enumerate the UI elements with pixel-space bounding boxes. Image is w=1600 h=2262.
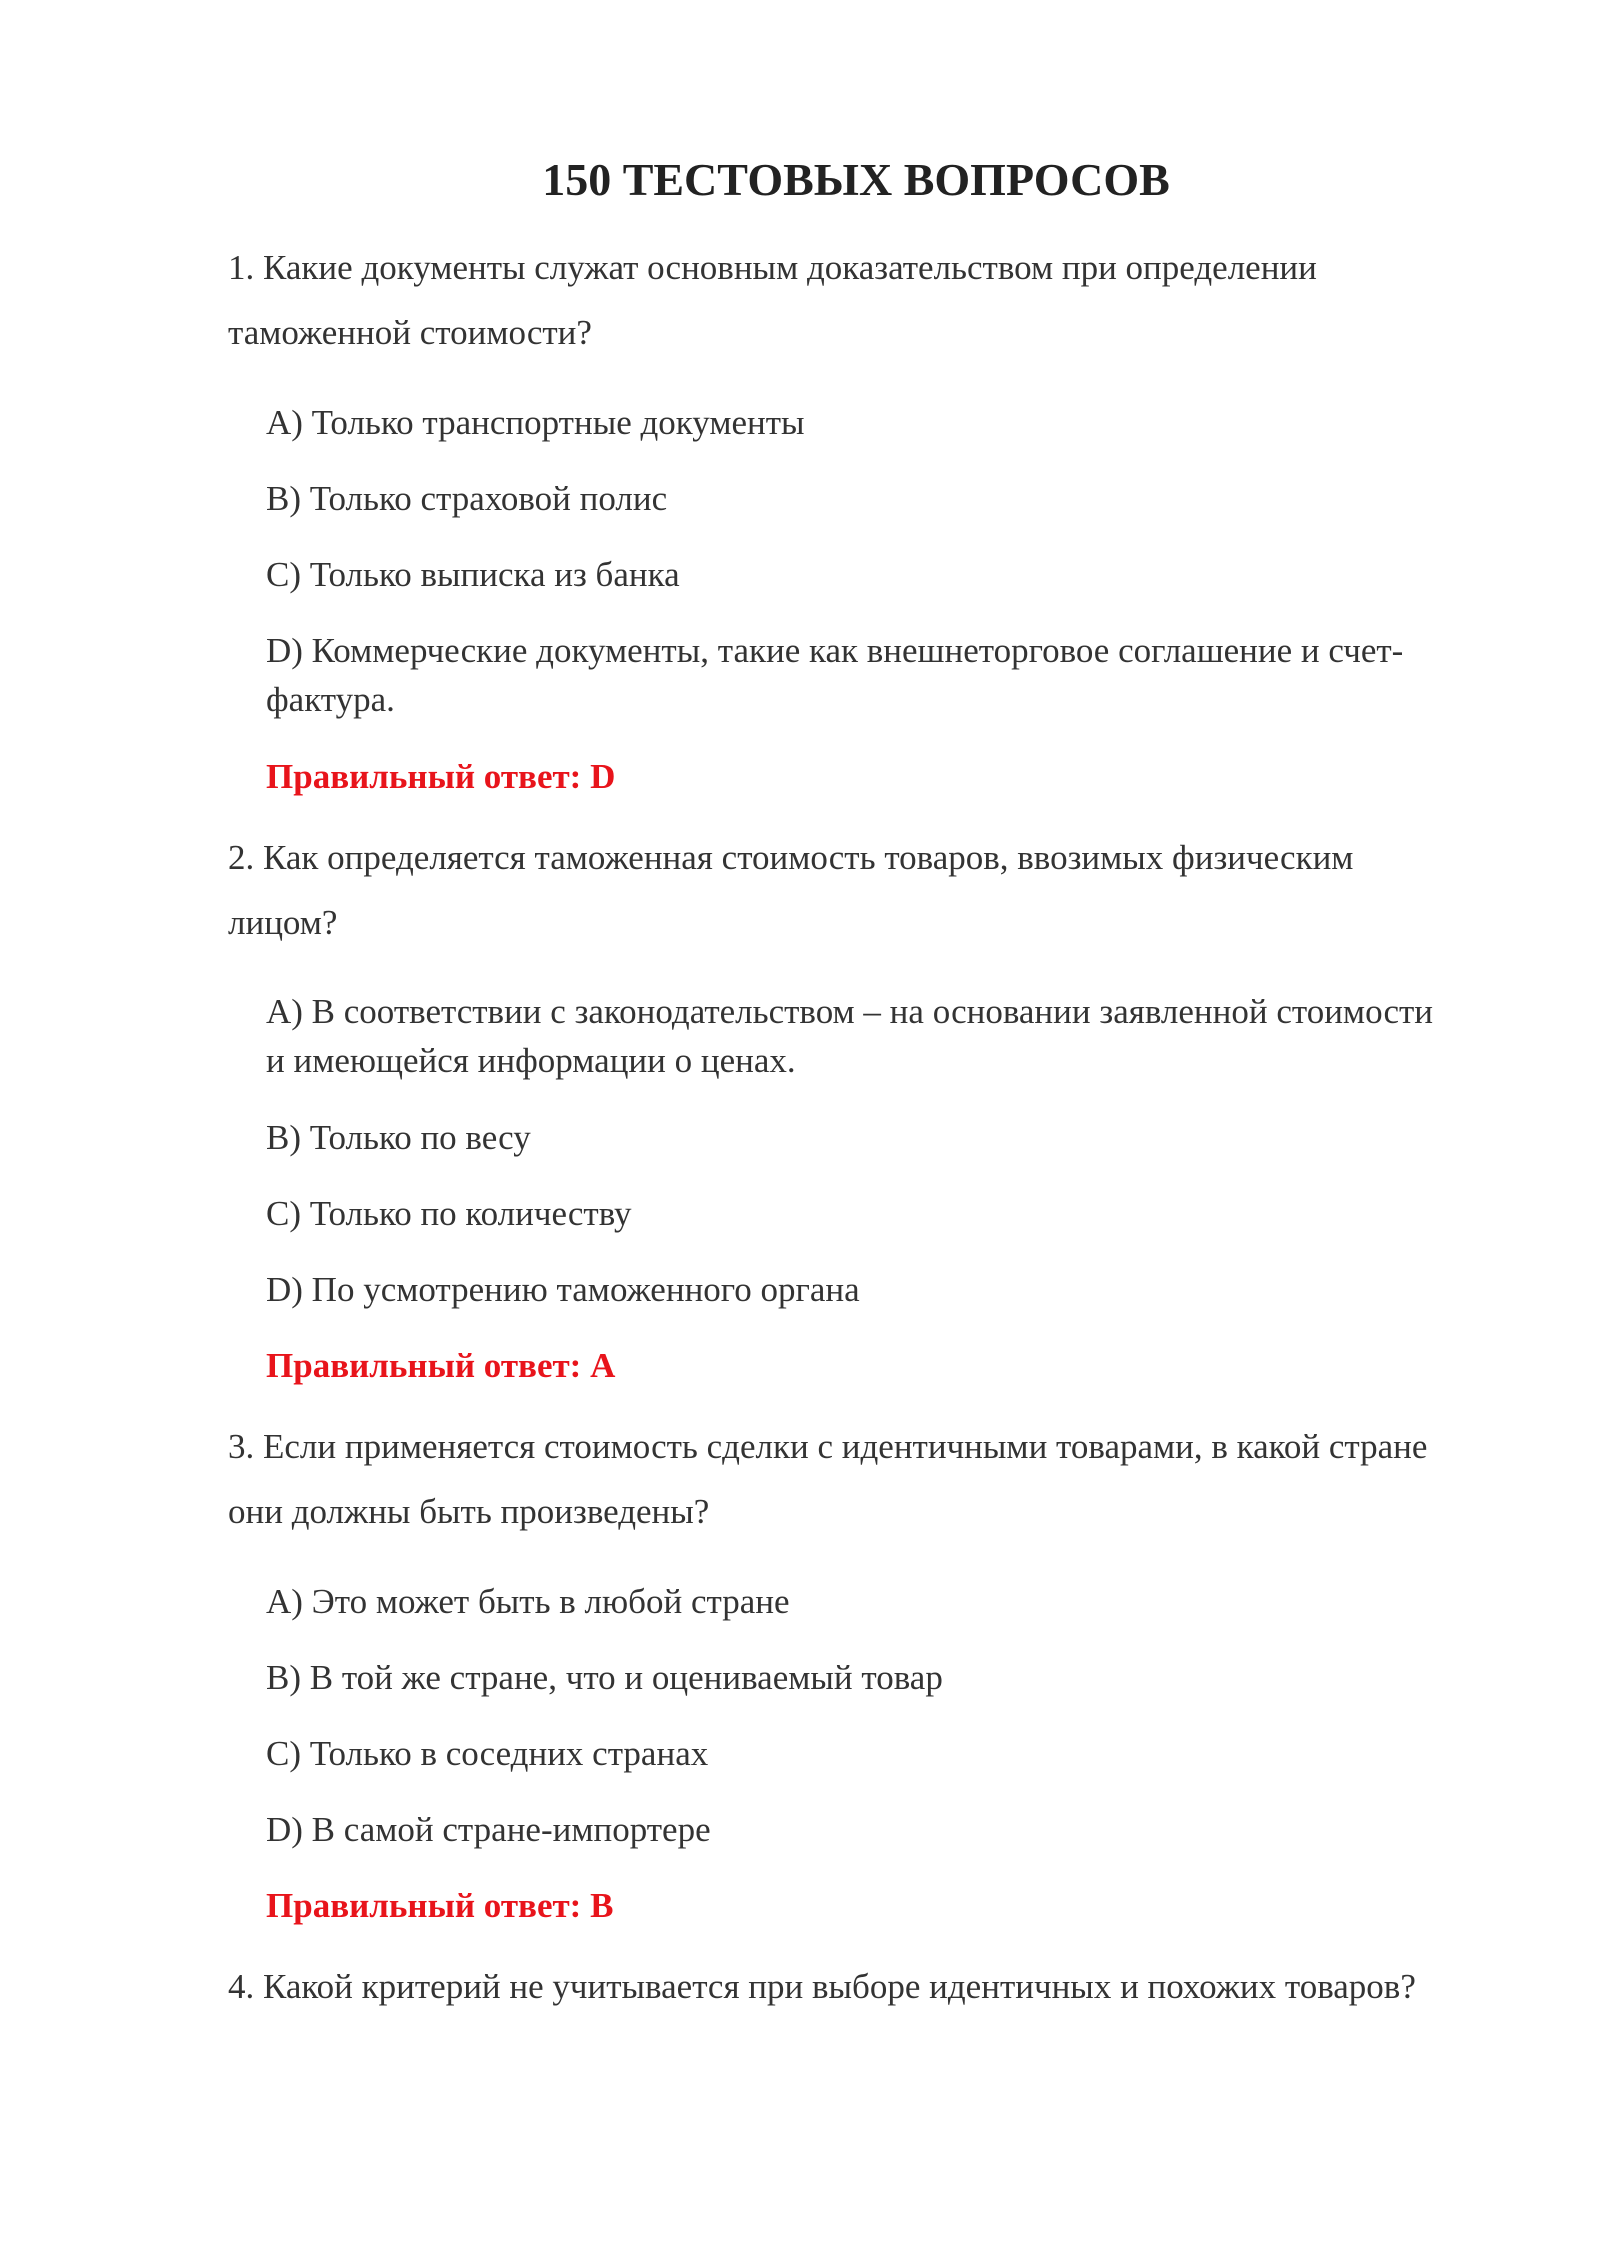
answer-option: D) По усмотрению таможенного органа (266, 1270, 860, 1309)
question-text: 1. Какие документы служат основным доказательством при определении таможенной стоимости? (228, 248, 1317, 352)
answer-option: C) Только по количеству (266, 1194, 632, 1233)
answer-option: A) В соответствии с законодательством – на основании заявленной стоимости и имеющейся информации о ценах. (266, 992, 1434, 1080)
correct-answer: Правильный ответ: D (266, 757, 616, 796)
answer-option: B) Только страховой полис (266, 479, 668, 518)
document-title: 150 ТЕСТОВЫХ ВОПРОСОВ (542, 154, 1170, 205)
answer-option: C) Только выписка из банка (266, 555, 680, 594)
answer-option: B) В той же стране, что и оцениваемый товар (266, 1658, 943, 1697)
question-text: 2. Как определяется таможенная стоимость товаров, ввозимых физическим лицом? (228, 838, 1354, 942)
answer-option: D) Коммерческие документы, такие как внешнеторговое соглашение и счет-фактура. (266, 631, 1404, 719)
answer-option: C) Только в соседних странах (266, 1734, 709, 1773)
answer-option: D) В самой стране-импортере (266, 1810, 711, 1849)
answer-option: B) Только по весу (266, 1118, 531, 1157)
question-text: 4. Какой критерий не учитывается при выборе идентичных и похожих товаров? (228, 1967, 1416, 2006)
answer-option: A) Только транспортные документы (266, 403, 805, 442)
correct-answer: Правильный ответ: A (266, 1346, 616, 1385)
correct-answer: Правильный ответ: B (266, 1886, 614, 1925)
answer-option: A) Это может быть в любой стране (266, 1582, 790, 1621)
question-text: 3. Если применяется стоимость сделки с идентичными товарами, в какой стране они должны быть произведены? (228, 1427, 1428, 1531)
